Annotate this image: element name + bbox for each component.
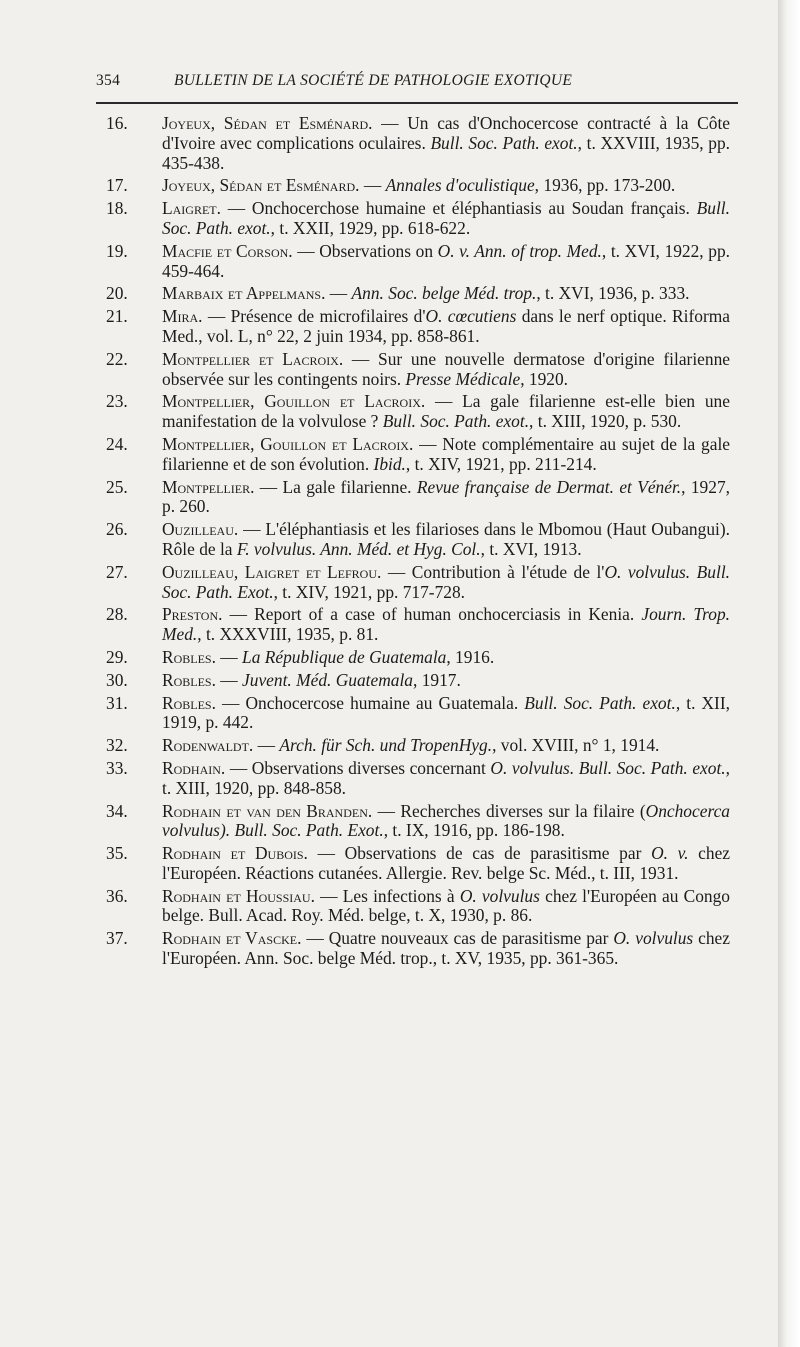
reference-journal: Journ. Trop. Med. [162, 604, 730, 645]
reference-number: 31. [106, 692, 128, 713]
reference-tail: , 1916. [446, 646, 495, 667]
reference-item [106, 478, 730, 518]
reference-text: — [325, 283, 352, 304]
reference-journal: O. volvulus. Bull. Soc. Path. Exot. [162, 561, 731, 602]
reference-authors: Macfie et Corson. [162, 240, 293, 261]
reference-authors: Marbaix et Appelmans. [162, 283, 326, 304]
reference-tail: , vol. XVIII, n° 1, 1914. [492, 735, 660, 756]
reference-item [106, 176, 730, 196]
reference-text: — Un cas d'Onchocercose contracté à la Côte d'Ivoire avec complications oculaires. [162, 113, 730, 153]
reference-number: 30. [106, 669, 128, 690]
reference-text: — [215, 646, 243, 667]
reference-journal: Bull. Soc. Path. exot. [430, 132, 578, 153]
reference-tail: , t. XIV, 1921, pp. 211-214. [405, 453, 597, 474]
reference-number: 32. [106, 735, 128, 756]
reference-journal: Bull. Soc. Path. exot. [162, 198, 730, 238]
reference-text: — Contribution à l'étude de l' [381, 561, 605, 582]
reference-item [106, 350, 730, 390]
page-edge [778, 0, 800, 1347]
reference-item [106, 929, 730, 969]
reference-tail: , t. XIII, 1920, p. 530. [529, 411, 682, 432]
reference-journal: O. v. Ann. of trop. Med. [437, 240, 602, 261]
reference-authors: Rodhain et van den Branden. [162, 800, 373, 821]
reference-journal: Bull. Soc. Path. exot. [524, 692, 676, 713]
reference-text: — Report of a case of human onchocerciasis in Kenia. [222, 604, 642, 625]
reference-number: 27. [106, 561, 128, 582]
reference-authors: Laigret. [162, 198, 221, 219]
reference-text: — Onchocercose humaine au Guatemala. [215, 692, 525, 713]
reference-item [106, 242, 730, 282]
reference-item [106, 307, 730, 347]
reference-tail: , t. XIII, 1920, pp. 848-858. [162, 757, 730, 798]
reference-tail: , t. XVI, 1922, pp. 459-464. [162, 240, 730, 281]
reference-authors: Montpellier, Gouillon et Lacroix. [162, 391, 426, 412]
reference-tail: , 1936, pp. 173-200. [534, 175, 676, 196]
reference-text: — Observations diverses concernant [225, 757, 491, 778]
reference-number: 34. [106, 800, 128, 821]
reference-tail: , t. XVI, 1913. [480, 538, 582, 559]
reference-tail: chez l'Européen. Réactions cutanées. Allergie. Rev. belge Sc. Méd., t. III, 1931. [162, 843, 731, 883]
reference-text: — La gale filarienne. [254, 476, 417, 497]
reference-item [106, 887, 730, 927]
reference-text: — Sur une nouvelle dermatose d'origine filarienne observée sur les contingents noirs. [162, 348, 730, 389]
reference-text: — [253, 735, 280, 756]
reference-journal: Bull. Soc. Path. exot. [382, 411, 530, 432]
reference-journal: O. v. [651, 843, 689, 864]
reference-number: 21. [106, 306, 128, 327]
reference-item [106, 392, 730, 432]
reference-number: 17. [106, 175, 128, 196]
reference-text: — Recherches diverses sur la filaire ( [372, 800, 646, 821]
reference-tail: , t. XII, 1919, p. 442. [162, 692, 730, 733]
reference-item [106, 759, 730, 799]
reference-journal: O. cœcutiens [425, 306, 517, 327]
reference-item [106, 802, 730, 842]
reference-item [106, 284, 730, 304]
reference-item [106, 114, 730, 173]
reference-authors: Ouzilleau, Laigret et Lefrou. [162, 561, 382, 582]
reference-text: — Quatre nouveaux cas de parasitisme par [301, 928, 614, 949]
reference-item [106, 563, 730, 603]
reference-authors: Preston. [162, 604, 223, 625]
reference-item [106, 694, 730, 734]
reference-text: — La gale filarienne est-elle bien une manifestation de la volvulose ? [162, 391, 730, 432]
reference-tail: , 1927, p. 260. [162, 476, 730, 517]
page-header [96, 72, 736, 92]
reference-text: — Les infections à [314, 885, 460, 906]
reference-journal: Arch. für Sch. und TropenHyg. [279, 735, 493, 756]
reference-text: — Présence de microfilaires d' [202, 306, 426, 327]
reference-item [106, 736, 730, 756]
reference-authors: Ouzilleau. [162, 519, 239, 540]
reference-authors: Rodenwaldt. [162, 735, 254, 756]
reference-tail: chez l'Européen. Ann. Soc. belge Méd. trop., t. XV, 1935, pp. 361-365. [162, 928, 730, 969]
reference-authors: Joyeux, Sédan et Esménard. [162, 175, 360, 196]
reference-number: 36. [106, 885, 128, 906]
reference-item [106, 520, 730, 560]
reference-number: 19. [106, 240, 128, 261]
reference-journal: Ann. Soc. belge Méd. trop. [351, 283, 537, 304]
reference-text: — Note complémentaire au sujet de la gale filarienne et de son évolution. [162, 433, 730, 474]
header-rule [96, 102, 738, 104]
reference-journal: F. volvulus. Ann. Méd. et Hyg. Col. [236, 538, 481, 559]
reference-tail: , t. XVI, 1936, p. 333. [536, 283, 690, 304]
reference-number: 26. [106, 519, 128, 540]
reference-number: 29. [106, 646, 128, 667]
reference-item [106, 648, 730, 668]
reference-number: 23. [106, 391, 128, 412]
reference-text: — L'éléphantiasis et les filarioses dans le Mbomou (Haut Oubangui). Rôle de la [162, 519, 730, 559]
reference-text: — [359, 175, 386, 196]
reference-tail: , t. XXXVIII, 1935, p. 81. [197, 624, 379, 645]
reference-journal: Juvent. Méd. Guatemala [242, 669, 413, 690]
reference-text: — Observations on [292, 240, 438, 261]
reference-number: 28. [106, 604, 128, 625]
reference-tail: , 1917. [413, 669, 461, 690]
reference-number: 16. [106, 113, 128, 133]
reference-item [106, 435, 730, 475]
reference-journal: Onchocerca volvulus). Bull. Soc. Path. Exot. [162, 800, 730, 841]
reference-authors: Montpellier et Lacroix. [162, 348, 344, 369]
reference-number: 22. [106, 348, 128, 369]
reference-journal: Annales d'oculistique [385, 175, 535, 196]
reference-item [106, 199, 730, 239]
reference-journal: Presse Médicale [405, 368, 521, 389]
reference-number: 35. [106, 843, 128, 864]
reference-authors: Robles. [162, 692, 216, 713]
reference-authors: Rodhain et Vascke. [162, 928, 302, 949]
reference-authors: Rodhain et Dubois. [162, 843, 308, 864]
reference-journal: La République de Guatemala [242, 646, 447, 667]
reference-tail: , t. XIV, 1921, pp. 717-728. [273, 581, 466, 602]
reference-tail: dans le nerf optique. Riforma Med., vol. L, n° 22, 2 juin 1934, pp. 858-861. [162, 306, 730, 346]
reference-journal: Revue française de Dermat. et Vénér. [416, 476, 682, 497]
reference-authors: Joyeux, Sédan et Esménard. [162, 113, 373, 133]
reference-authors: Montpellier, Gouillon et Lacroix. [162, 433, 414, 454]
reference-number: 37. [106, 928, 128, 949]
running-title: BULLETIN DE LA SOCIÉTÉ DE PATHOLOGIE EXOTIQUE [174, 72, 573, 89]
reference-tail: , t. XXVIII, 1935, pp. 435-438. [162, 132, 730, 173]
reference-tail: , t. XXII, 1929, pp. 618-622. [270, 217, 471, 238]
reference-authors: Montpellier. [162, 476, 255, 497]
reference-journal: O. volvulus [459, 885, 540, 906]
reference-item [106, 844, 730, 884]
reference-text: — Observations de cas de parasitisme par [307, 843, 652, 864]
reference-journal: Ibid. [373, 453, 406, 474]
reference-tail: chez l'Européen au Congo belge. Bull. Acad. Roy. Méd. belge, t. X, 1930, p. 86. [162, 885, 730, 926]
reference-item [106, 671, 730, 691]
reference-text: — Onchocerchose humaine et éléphantiasis au Soudan français. [220, 198, 697, 219]
reference-authors: Robles. [162, 646, 216, 667]
reference-tail: , 1920. [520, 368, 569, 389]
reference-tail: , t. IX, 1916, pp. 186-198. [383, 820, 565, 841]
reference-text: — [215, 669, 243, 690]
reference-authors: Robles. [162, 669, 216, 690]
reference-number: 33. [106, 757, 128, 778]
reference-journal: O. volvulus [613, 928, 694, 949]
reference-list [106, 114, 730, 972]
reference-authors: Rodhain. [162, 757, 226, 778]
reference-authors: Rodhain et Houssiau. [162, 885, 315, 906]
reference-authors: Mira. [162, 306, 203, 327]
page-number: 354 [96, 72, 121, 89]
reference-number: 18. [106, 198, 128, 219]
reference-item [106, 605, 730, 645]
reference-number: 24. [106, 433, 128, 454]
reference-number: 20. [106, 283, 128, 304]
reference-number: 25. [106, 476, 128, 497]
reference-journal: O. volvulus. Bull. Soc. Path. exot. [490, 757, 726, 778]
